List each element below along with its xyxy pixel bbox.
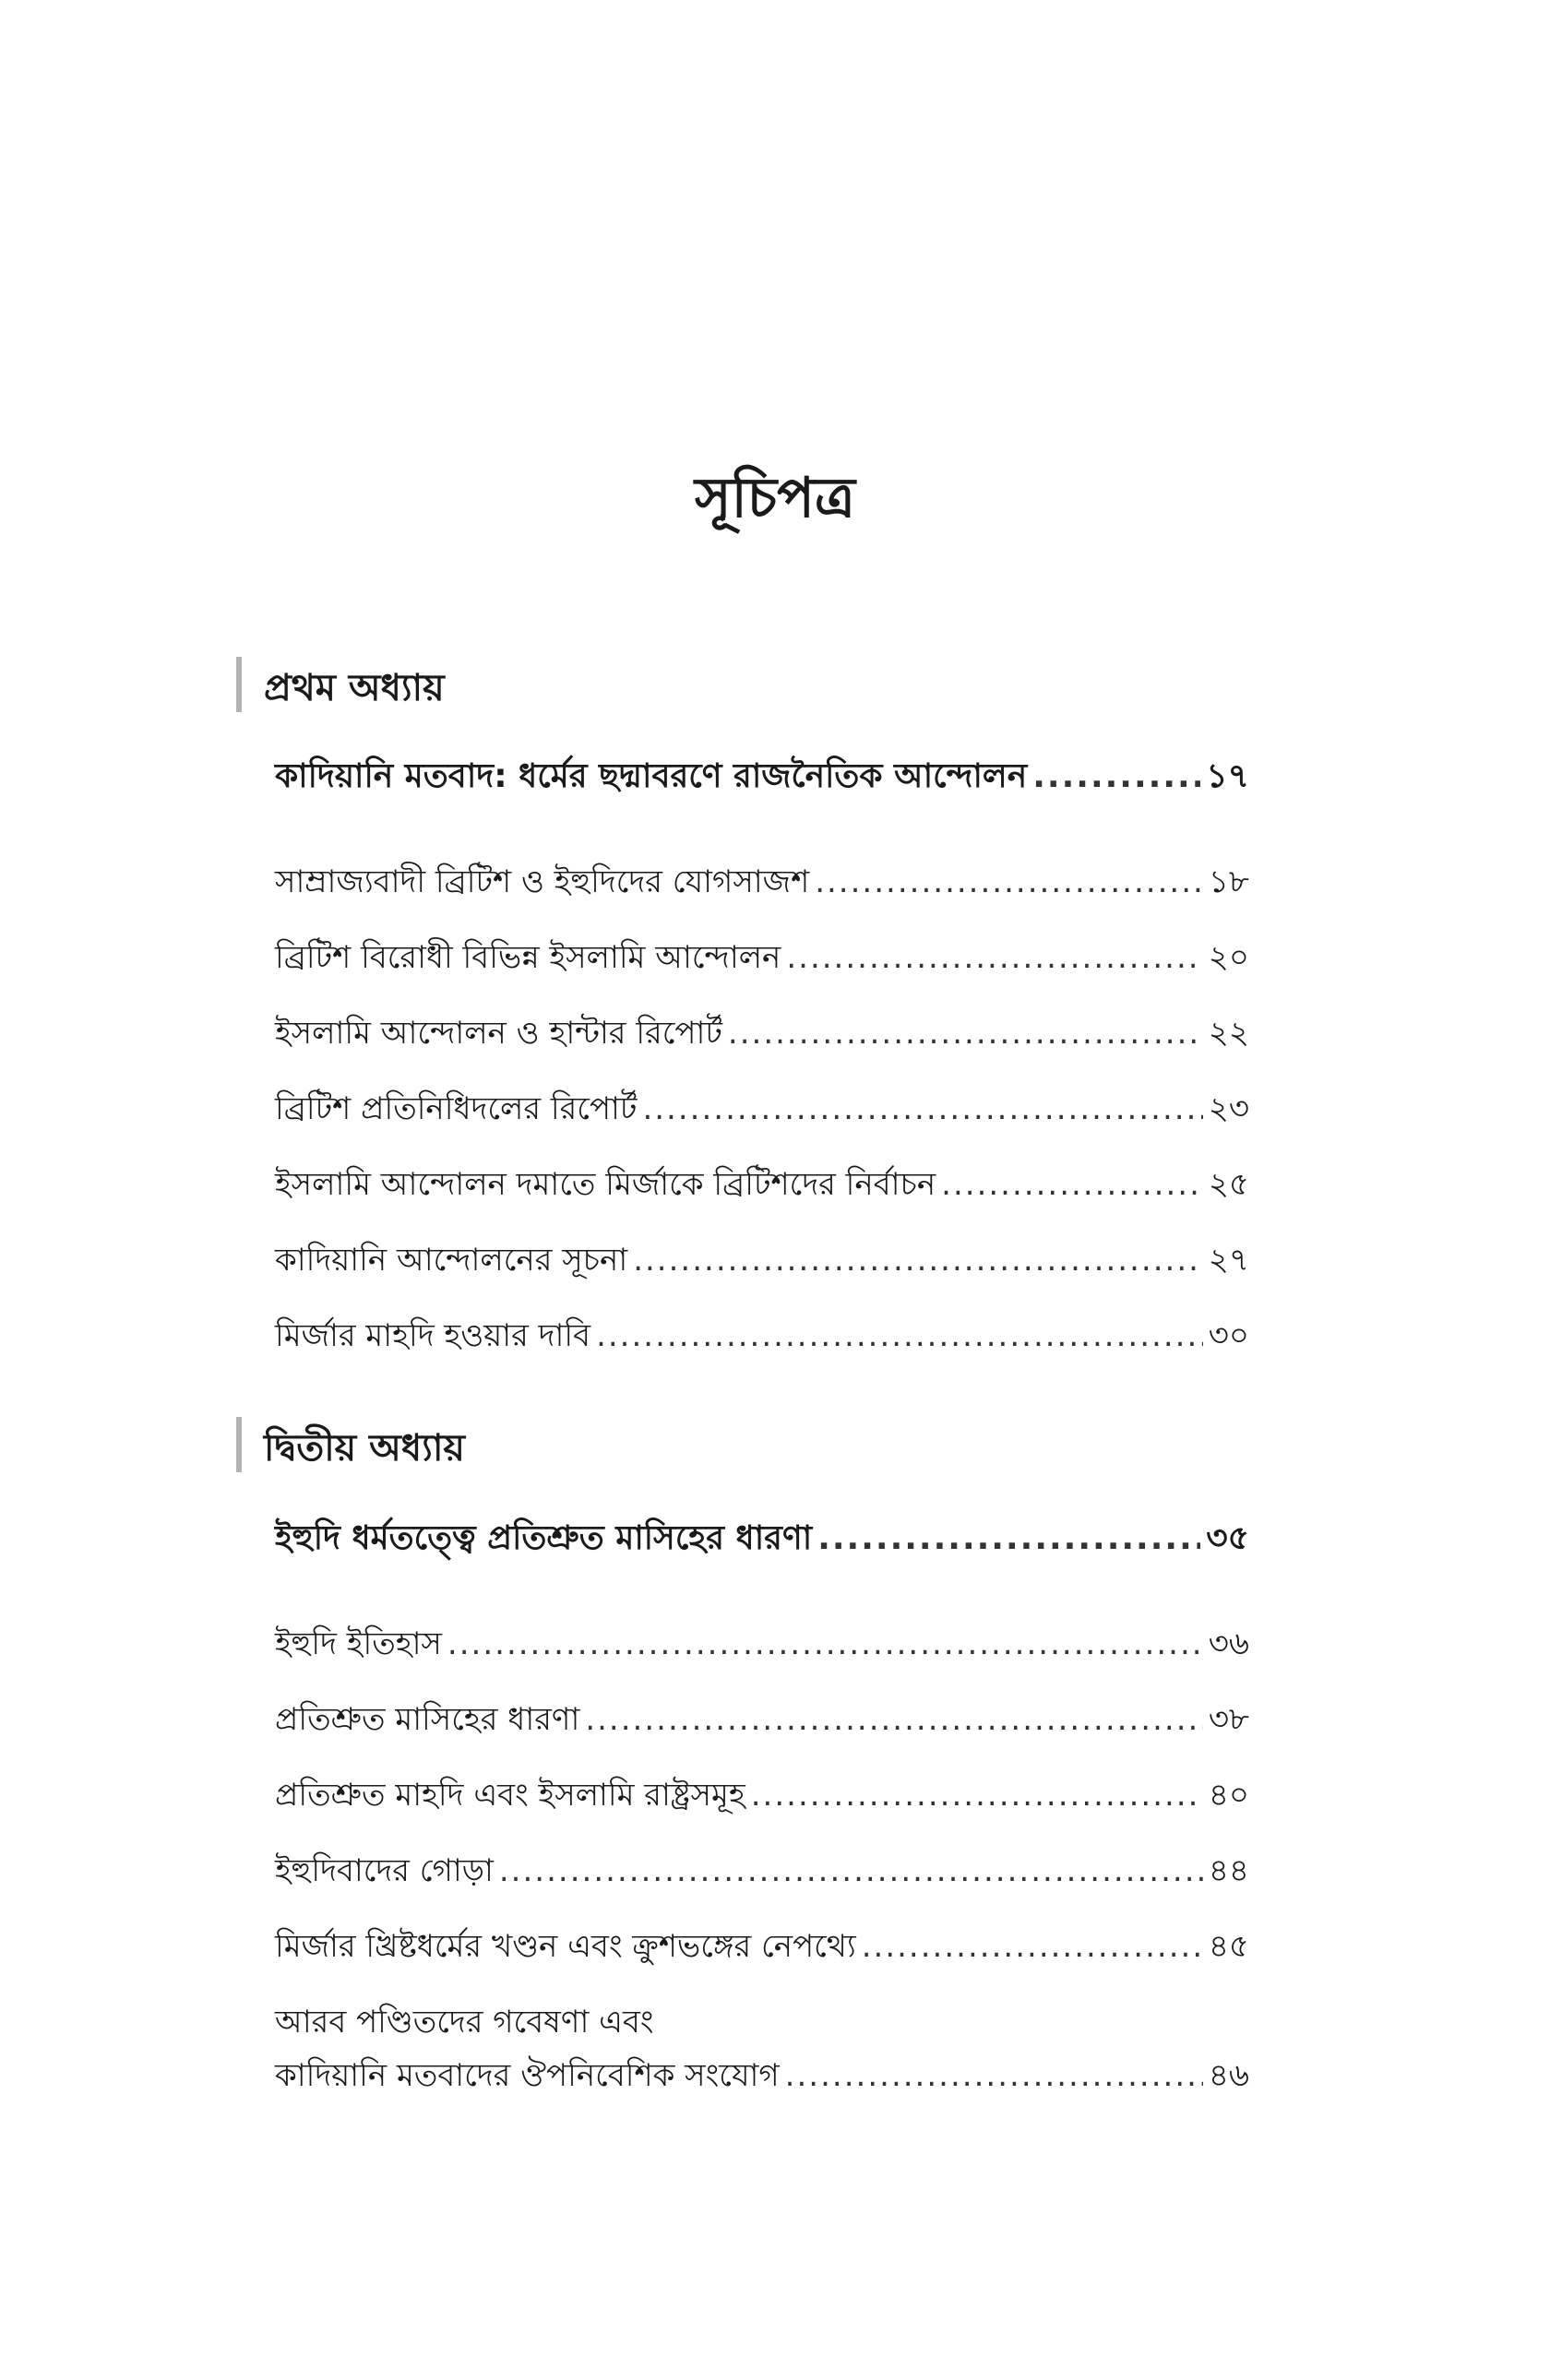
toc-label-line2: কাদিয়ানি মতবাদের ঔপনিবেশিক সংযোগ (275, 2057, 780, 2094)
toc-page-number: ৩৬ (1208, 1625, 1249, 1662)
toc-main-entry[interactable] (275, 755, 1249, 799)
toc-page-number: ৪৬ (1208, 2057, 1249, 2094)
toc-label: মির্জার খ্রিষ্টধর্মের খণ্ডন এবং ক্রুশভঙ্গের নেপথ্যে (275, 1928, 856, 1965)
toc-label: ইসলামি আন্দোলন দমাতে মির্জাকে ব্রিটিশদের নির্বাচন (275, 1166, 936, 1203)
dot-leader (785, 2053, 1203, 2098)
toc-page-number: ৩০ (1208, 1317, 1249, 1354)
toc-main-entry[interactable] (275, 1517, 1249, 1561)
toc-label: ব্রিটিশ প্রতিনিধিদলের রিপোর্ট (275, 1090, 638, 1127)
dot-leader (633, 1238, 1203, 1282)
toc-entry[interactable] (275, 1162, 1249, 1207)
toc-page-number: ১৭ (1206, 757, 1249, 795)
toc-label: কাদিয়ানি আন্দোলনের সূচনা (275, 1242, 628, 1279)
page-title: সূচিপত্র (695, 466, 855, 530)
dot-leader (585, 1697, 1203, 1742)
toc-entry[interactable] (275, 1314, 1249, 1358)
toc-entry[interactable] (275, 1011, 1249, 1055)
toc-page-number: ২৭ (1208, 1242, 1249, 1279)
chapter-marker (236, 1417, 242, 1472)
dot-leader (817, 1517, 1200, 1561)
toc-label: ইহুদিবাদের গোড়া (275, 1852, 494, 1889)
dot-leader (728, 1011, 1203, 1055)
toc-label: ইহুদি ধর্মতত্ত্বে প্রতিশ্রুত মাসিহের ধারণা (275, 1519, 813, 1557)
chapter-title: প্রথম অধ্যায় (264, 667, 445, 709)
dot-leader (1032, 755, 1200, 799)
dot-leader (642, 1087, 1202, 1131)
toc-entry[interactable] (275, 860, 1249, 904)
dot-leader (862, 1924, 1203, 1969)
toc-entry[interactable] (275, 935, 1249, 980)
toc-label: সাম্রাজ্যবাদী ব্রিটিশ ও ইহুদিদের যোগসাজশ (275, 863, 810, 900)
toc-label: ইহুদি ইতিহাস (275, 1625, 442, 1662)
toc-page-number: ২৩ (1208, 1090, 1249, 1127)
toc-label: মির্জার মাহদি হওয়ার দাবি (275, 1317, 591, 1354)
toc-entry[interactable] (275, 1238, 1249, 1282)
toc-label: প্রতিশ্রুত মাহদি এবং ইসলামি রাষ্ট্রসমূহ (275, 1777, 745, 1814)
toc-page-number: ৪০ (1208, 1777, 1249, 1814)
toc-entry[interactable] (275, 1697, 1249, 1742)
toc-label: ব্রিটিশ বিরোধী বিভিন্ন ইসলামি আন্দোলন (275, 939, 781, 976)
toc-page-number: ২৫ (1208, 1166, 1249, 1203)
toc-page-number: ৪৪ (1208, 1852, 1249, 1889)
toc-page-number: ১৮ (1208, 863, 1249, 900)
toc-label: কাদিয়ানি মতবাদ: ধর্মের ছদ্মাবরণে রাজনৈতিক আন্দোলন (275, 757, 1028, 795)
toc-label: ইসলামি আন্দোলন ও হান্টার রিপোর্ট (275, 1015, 722, 1052)
toc-entry[interactable] (275, 1849, 1249, 1893)
dot-leader (596, 1314, 1203, 1358)
toc-entry-multiline[interactable] (275, 2000, 1249, 2098)
chapter-marker (236, 657, 242, 712)
dot-leader (751, 1773, 1203, 1817)
toc-entry[interactable] (275, 1087, 1249, 1131)
toc-page-number: ২২ (1208, 1015, 1249, 1052)
toc-label: প্রতিশ্রুত মাসিহের ধারণা (275, 1701, 580, 1738)
toc-label-line1: আরব পণ্ডিতদের গবেষণা এবং (275, 2004, 654, 2041)
toc-entry[interactable] (275, 1773, 1249, 1817)
dot-leader (786, 935, 1202, 980)
toc-entry[interactable] (275, 1924, 1249, 1969)
chapter-title: দ্বিতীয় অধ্যায় (264, 1427, 465, 1470)
toc-page-number: ৩৫ (1206, 1519, 1249, 1557)
toc-page-number: ৩৮ (1208, 1701, 1249, 1738)
toc-page-number: ৪৫ (1208, 1928, 1249, 1965)
dot-leader (499, 1849, 1203, 1893)
dot-leader (941, 1162, 1203, 1207)
dot-leader (447, 1622, 1203, 1666)
dot-leader (815, 860, 1203, 904)
toc-entry[interactable] (275, 1622, 1249, 1666)
toc-page-number: ২০ (1208, 939, 1249, 976)
